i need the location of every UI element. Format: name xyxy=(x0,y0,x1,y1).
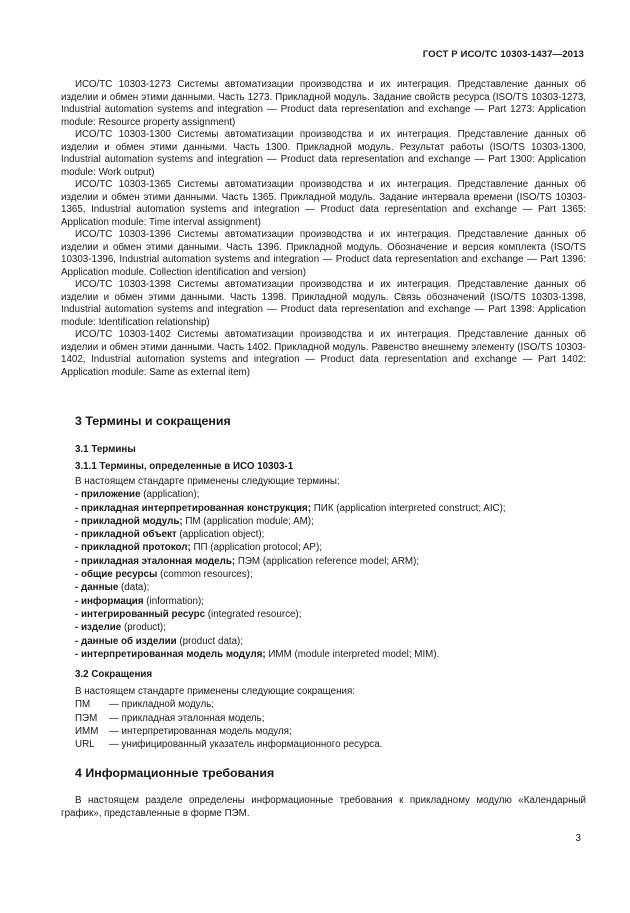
abbreviation-key: URL xyxy=(75,739,95,751)
term-item xyxy=(75,581,585,594)
term-name: - прикладной модуль; xyxy=(75,515,183,527)
term-name: - данные xyxy=(75,582,119,594)
term-name: - прикладной объект xyxy=(75,529,177,541)
term-name: - прикладная интерпретированная конструкция; xyxy=(75,502,312,514)
abbreviation-item xyxy=(75,738,585,751)
abbreviation-item xyxy=(75,725,585,738)
abbreviation-value: — унифицированный указатель информационного ресурса. xyxy=(109,739,383,751)
reference-item: ИСО/ТС 10303-1365 Системы автоматизации производства и их интеграция. Представление данных об изделии и обмен этими данными. Часть 1365. Прикладной модуль. Задание интервала времени (ISO/TS 10303-1365, Industrial automation systems and integration — Product data representation and exchange — Part 1365: Application module: Time interval assignment) xyxy=(61,179,586,228)
section-3-1-title: 3.1 Термины xyxy=(75,444,136,455)
term-name: - общие ресурсы xyxy=(75,569,158,581)
term-item xyxy=(75,541,585,554)
term-definition: ИММ (module interpreted model; MIM). xyxy=(265,648,440,660)
term-item xyxy=(75,635,585,648)
document-header: ГОСТ Р ИСО/ТС 10303-1437—2013 xyxy=(422,49,584,60)
terms-list xyxy=(75,475,585,661)
abbreviation-value: — прикладной модуль; xyxy=(109,699,214,711)
term-definition: (product data); xyxy=(176,635,244,647)
term-name: - данные об изделии xyxy=(75,635,177,647)
term-item xyxy=(75,502,585,515)
abbreviation-key: ИММ xyxy=(75,725,99,737)
term-item xyxy=(75,621,585,634)
abbreviation-value: — интерпретированная модель модуля; xyxy=(109,725,292,737)
term-item xyxy=(75,648,585,661)
term-definition: (integrated resource); xyxy=(205,608,302,620)
references-list xyxy=(61,79,586,379)
reference-item: ИСО/ТС 10303-1300 Системы автоматизации производства и их интеграция. Представление данных об изделии и обмен этими данными. Часть 1300. Прикладной модуль. Результат работы (ISO/TS 10303-1300, Industrial automation systems and integration — Product data representation and exchange — Part 1300: Application module: Work output) xyxy=(61,129,586,178)
term-item xyxy=(75,608,585,621)
term-definition: ПМ (application module; AM); xyxy=(182,515,314,527)
term-name: - интегрированный ресурс xyxy=(75,608,206,620)
term-name: - прикладная эталонная модель; xyxy=(75,555,236,567)
term-item xyxy=(75,528,585,541)
section-3-title: 3 Термины и сокращения xyxy=(75,414,231,428)
term-name: - интерпретированная модель модуля; xyxy=(75,648,266,660)
term-definition: (product); xyxy=(121,622,166,634)
term-item xyxy=(75,595,585,608)
section-4-body xyxy=(61,795,586,820)
term-name: - приложение xyxy=(75,489,141,501)
abbreviation-key: ПЭМ xyxy=(75,712,98,724)
term-definition: (data); xyxy=(118,582,150,594)
page-number: 3 xyxy=(575,833,581,844)
abbreviations-intro: В настоящем стандарте применены следующие сокращения: xyxy=(75,686,355,697)
reference-item: ИСО/ТС 10303-1398 Системы автоматизации производства и их интеграция. Представление данных об изделии и обмен этими данными. Часть 1398. Прикладной модуль. Связь обозначений (ISO/TS 10303-1398, Industrial automation systems and integration — Product data representation and exchange — Part 1398: Application module: Identification relationship) xyxy=(61,279,586,328)
section-4-text: В настоящем разделе определены информационные требования к прикладному модулю «Календарный график», представленные в форме ПЭМ. xyxy=(61,795,586,819)
term-definition: ПЭМ (application reference model; ARM); xyxy=(235,555,420,567)
term-name: - информация xyxy=(75,595,144,607)
term-item xyxy=(75,555,585,568)
abbreviation-item xyxy=(75,712,585,725)
reference-item: ИСО/ТС 10303-1396 Системы автоматизации производства и их интеграция. Представление данных об изделии и обмен этими данными. Часть 1396. Прикладной модуль. Обозначение и версия комплекта (ISO/TS 10303-1396, Industrial automation systems and integration — Product data representation and exchange — Part 1396: Application module. Collection identification and version) xyxy=(61,229,586,278)
term-item xyxy=(75,568,585,581)
term-name: - изделие xyxy=(75,622,122,634)
abbreviation-value: — прикладная эталонная модель; xyxy=(109,712,265,724)
term-definition: (application); xyxy=(140,489,200,501)
section-3-1-1-title: 3.1.1 Термины, определенные в ИСО 10303-1 xyxy=(75,461,294,472)
terms-intro: В настоящем стандарте применены следующие термины: xyxy=(75,476,340,487)
term-definition: ПП (application protocol; AP); xyxy=(190,542,322,554)
term-item xyxy=(75,488,585,501)
term-definition: (common resources); xyxy=(157,569,253,581)
reference-item: ИСО/ТС 10303-1273 Системы автоматизации производства и их интеграция. Представление данных об изделии и обмен этими данными. Часть 1273. Прикладной модуль. Задание свойств ресурса (ISO/TS 10303-1273, Industrial automation systems and integration — Product data representation and exchange — Part 1273: Application module: Resource property assignment) xyxy=(61,79,586,128)
abbreviation-item xyxy=(75,698,585,711)
reference-item: ИСО/ТС 10303-1402 Системы автоматизации производства и их интеграция. Представление данных об изделии и обмен этими данными. Часть 1402. Прикладной модуль. Равенство внешнему элементу (ISO/TS 10303-1402, Industrial automation systems and integration — Product data representation and exchange — Part 1402: Application module: Same as external item) xyxy=(61,329,586,378)
term-name: - прикладной протокол; xyxy=(75,542,191,554)
term-item xyxy=(75,515,585,528)
section-4-title: 4 Информационные требования xyxy=(75,766,275,780)
term-definition: (information); xyxy=(143,595,204,607)
abbreviations-list xyxy=(75,685,585,751)
section-3-2-title: 3.2 Сокращения xyxy=(75,669,153,680)
term-definition: (application object); xyxy=(176,529,265,541)
abbreviation-key: ПМ xyxy=(75,699,91,711)
term-definition: ПИК (application interpreted construct; AIC); xyxy=(311,502,506,514)
